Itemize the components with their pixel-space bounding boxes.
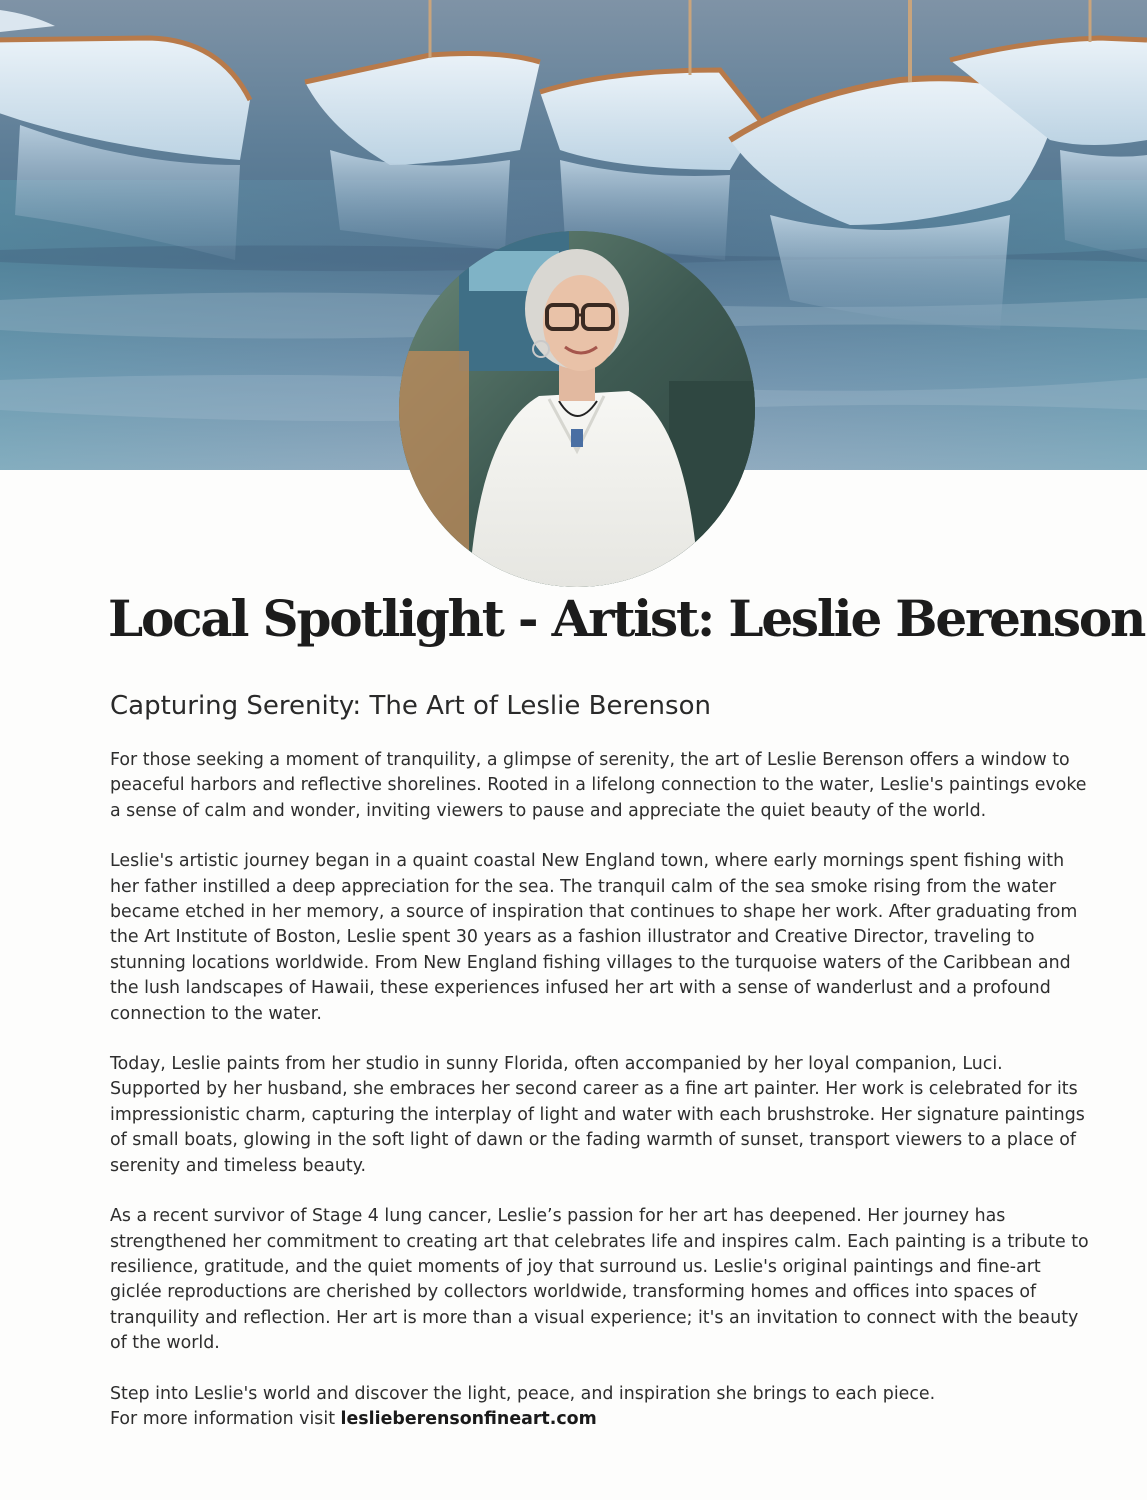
article-paragraph: Leslie's artistic journey began in a quaint coastal New England town, where early mornings spent fishing with her father instilled a deep appreciation for the sea. The tranquil calm of the sea smoke rising from the water became etched in her memory, a source of inspiration that continues to shape her work. After graduating from the Art Institute of Boston, Leslie spent 30 years as a fashion illustrator and Creative Director, traveling to stunning locations worldwide. From New England fishing villages to the turquoise waters of the Caribbean and the lush landscapes of Hawaii, these experiences infused her art with a sense of wanderlust and a profound connection to the water. [110, 851, 1078, 1024]
article-body [110, 748, 1095, 1432]
artist-portrait-image [399, 231, 755, 587]
website-link[interactable]: leslieberensonfineart.com [340, 1408, 597, 1429]
closing-line: Step into Leslie's world and discover the light, peace, and inspiration she brings to each piece. [110, 1383, 936, 1404]
more-info-text: For more information visit [110, 1408, 341, 1429]
article-subtitle: Capturing Serenity: The Art of Leslie Berenson [110, 691, 711, 721]
article-paragraph: For those seeking a moment of tranquility, a glimpse of serenity, the art of Leslie Berenson offers a window to peaceful harbors and reflective shorelines. Rooted in a lifelong connection to the water, Leslie's paintings evoke a sense of calm and wonder, inviting viewers to pause and appreciate the quiet beauty of the world. [110, 750, 1087, 821]
article-title: Local Spotlight - Artist: Leslie Berenson [108, 589, 1145, 648]
article-paragraph: As a recent survivor of Stage 4 lung cancer, Leslie’s passion for her art has deepened. Her journey has strengthened her commitment to creating art that celebrates life and inspires calm. Each painting is a tribute to resilience, gratitude, and the quiet moments of joy that surround us. Leslie's original paintings and fine-art giclée reproductions are cherished by collectors worldwide, transforming homes and offices into spaces of tranquility and reflection. Her art is more than a visual experience; it's an invitation to connect with the beauty of the world. [110, 1206, 1089, 1354]
article-paragraph: Today, Leslie paints from her studio in sunny Florida, often accompanied by her loyal companion, Luci. Supported by her husband, she embraces her second career as a fine art painter. Her work is celebrated for its impressionistic charm, capturing the interplay of light and water with each brushstroke. Her signature paintings of small boats, glowing in the soft light of dawn or the fading warmth of sunset, transport viewers to a place of serenity and timeless beauty. [110, 1054, 1085, 1176]
closing-paragraph [110, 1382, 1095, 1433]
artist-portrait [399, 231, 755, 587]
